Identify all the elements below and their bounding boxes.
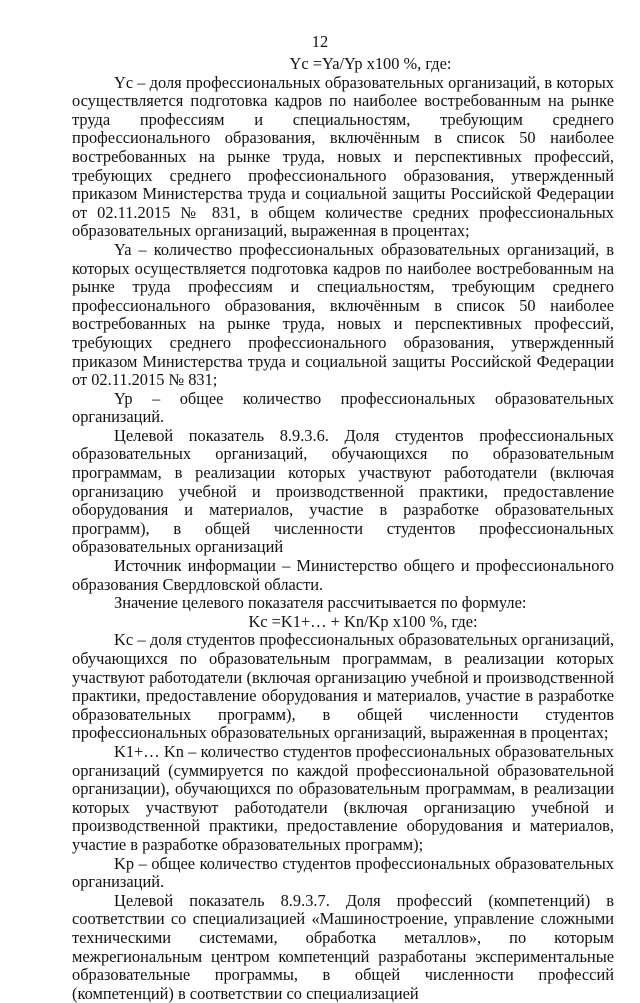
formula-kc: Kc =K1+… + Kn/Kp x100 %, где: — [248, 611, 478, 631]
formula-intro: Значение целевого показателя рассчитывается по формуле: — [114, 593, 527, 613]
definition-k1-kn: K1+… Kn – количество студентов профессиональных образовательных организаций (суммируется по каждой профессиональной образовательной организации), обучающихся по образовательным программам, в реализации которых участвуют работодатели (включая организацию учебной и производственной практики, предоставление оборудования и материалов, участие в разработке образовательных программ); — [72, 741, 614, 854]
page-number: 12 — [311, 32, 329, 51]
formula-yc: Yc =Ya/Yp x100 %, где: — [289, 54, 452, 73]
definition-kp: Kp – общее количество студентов профессиональных образовательных организаций. — [72, 853, 614, 892]
indicator-8-9-3-7: Целевой показатель 8.9.3.7. Доля профессий (компетенций) в соответствии со специализацией «Машиностроение, управление сложными техническими системами, обработка металлов», по которым межрегиональным центром компетенций разработаны экспериментальные образовательные программы, в общей численности профессий (компетенций) в соответствии со специализацией — [72, 890, 614, 1003]
document-body — [72, 55, 614, 1003]
indicator-8-9-3-6: Целевой показатель 8.9.3.6. Доля студентов профессиональных образовательных организаций, обучающихся по образовательным программам, в реализации которых участвуют работодатели (включая организацию учебной и производственной практики, предоставление оборудования и материалов, участие в разработке образовательных программ), в общей численности студентов профессиональных образовательных организаций — [72, 425, 614, 557]
definition-yp: Yp – общее количество профессиональных образовательных организаций. — [72, 388, 614, 427]
definition-ya: Ya – количество профессиональных образовательных организаций, в которых осуществляется подготовка кадров по наиболее востребованным на рынке труда профессиям и специальностям, требующим среднего профессионального образования, включённым в список 50 наиболее востребованных на рынке труда, новых и перспективных профессий, требующих среднего профессионального образования, утвержденный приказом Министерства труда и социальной защиты Российской Федерации от 02.11.2015 № 831; — [72, 239, 614, 390]
source-information: Источник информации – Министерство общего и профессионального образования Свердловской области. — [72, 556, 614, 594]
definition-kc: Kc – доля студентов профессиональных образовательных организаций, обучающихся по образовательным программам, в реализации которых участвуют работодатели (включая организацию учебной и производственной практики, предоставление оборудования и материалов, участие в разработке образовательных программ), в общей численности студентов профессиональных образовательных организаций, выраженная в процентах; — [72, 630, 614, 743]
definition-yc: Yc – доля профессиональных образовательных организаций, в которых осуществляется подготовка кадров по наиболее востребованным на рынке труда профессиям и специальностям, требующим среднего профессионального образования, включённым в список 50 наиболее востребованных на рынке труда, новых и перспективных профессий, требующих среднего профессионального образования, утвержденный приказом Министерства труда и социальной защиты Российской Федерации от 02.11.2015 № 831, в общем количестве средних профессиональных образовательных организаций, выраженная в процентах; — [72, 72, 614, 241]
